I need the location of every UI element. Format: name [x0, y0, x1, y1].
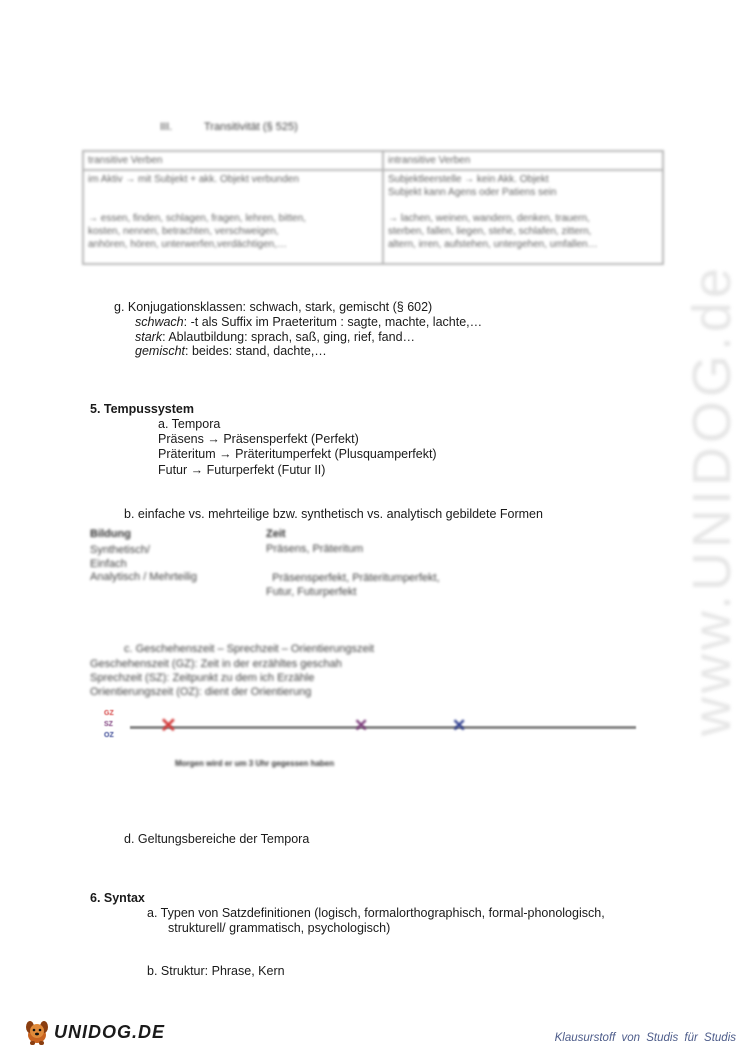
satzdefinitionen-cont: strukturell/ grammatisch, psychologisch) [168, 921, 391, 935]
zeit-analytisch: Präsensperfekt, Präteritumperfekt, Futur, Futurperfekt [266, 572, 440, 598]
tempus-base: Präsens [158, 432, 204, 446]
geltung-label: d. Geltungsbereiche der Tempora [124, 832, 310, 846]
gz-cross-icon: ✕ [160, 715, 177, 737]
sz-definition: Sprechzeit (SZ): Zeitpunkt zu dem ich Erzähle [90, 672, 315, 684]
zeit-header: Zeit [266, 528, 286, 540]
konjugation-heading: g. Konjugationsklassen: schwach, stark, gemischt (§ 602) [114, 300, 433, 314]
legend-gz: GZ [104, 710, 114, 717]
section-title: Transitivität (§ 525) [204, 121, 298, 133]
intransitive-examples: → lachen, weinen, wandern, denken, trauern, sterben, fallen, liegen, stehe, schlafen, zittern, altern, irren, aufstehen, untergehen, umfallen… [388, 213, 598, 250]
arrow-right-icon: → [219, 447, 232, 461]
unidog-logo [22, 1018, 165, 1046]
arrow-right-icon: → [207, 432, 220, 446]
struktur-label: b. Struktur: Phrase, Kern [147, 964, 285, 978]
term-stark: stark [135, 330, 163, 344]
table-header-transitive: transitive Verben [83, 151, 383, 170]
logo-text: UNIDOG.DE [54, 1021, 166, 1042]
tempus-pair-praesens [158, 431, 359, 447]
footer-slogan: Klausurstoff von Studis für Studis [554, 1032, 736, 1044]
tempus-base: Präteritum [158, 447, 216, 461]
table-header-intransitive: intransitive Verben [383, 151, 663, 170]
syntax-heading: 6. Syntax [90, 891, 145, 905]
konjugation-line-schwach [135, 314, 482, 330]
zeiten-label: c. Geschehenszeit – Sprechzeit – Orientierungszeit [124, 643, 375, 655]
tempus-perfect: Präsensperfekt (Perfekt) [223, 432, 359, 446]
intransitive-cell [383, 170, 663, 264]
tempus-pair-futur [158, 462, 325, 478]
oz-definition: Orientierungszeit (OZ): dient der Orientierung [90, 686, 312, 698]
section-number: III. [160, 121, 173, 133]
bildung-header: Bildung [90, 528, 131, 540]
konjugation-text: : Ablautbildung: sprach, saß, ging, rief, fand… [162, 330, 416, 344]
satzdefinitionen-label: a. Typen von Satzdefinitionen (logisch, formalorthographisch, formal-phonologisch, [147, 906, 605, 920]
transitive-cell [83, 170, 383, 264]
timeline-axis [130, 726, 636, 729]
transitivity-table [82, 150, 664, 265]
transitive-examples: → essen, finden, schlagen, fragen, lehren, bitten, kosten, nennen, betrachten, verschweigen, anhören, hören, unterwerfen,verdächtigen,… [88, 213, 306, 250]
bildung-analytisch: Analytisch / Mehrteilig [90, 571, 197, 583]
formen-label: b. einfache vs. mehrteilige bzw. synthetisch vs. analytisch gebildete Formen [124, 507, 543, 521]
zeit-synthetisch: Präsens, Präteritum [266, 543, 364, 555]
konjugation-text: : beides: stand, dachte,… [185, 344, 327, 358]
tempus-perfect: Präteritumperfekt (Plusquamperfekt) [235, 447, 437, 461]
intransitive-definition: Subjektleerstelle → kein Akk. Objekt Subjekt kann Agens oder Patiens sein [388, 174, 557, 198]
tempus-heading: 5. Tempussystem [90, 402, 194, 416]
legend-sz: SZ [104, 721, 113, 728]
dog-icon [22, 1018, 52, 1046]
term-gemischt: gemischt [135, 344, 186, 358]
legend-oz: OZ [104, 732, 114, 739]
konjugation-text: : -t als Suffix im Praeteritum : sagte, machte, lachte,… [183, 315, 483, 329]
bildung-synthetisch: Synthetisch/ Einfach [90, 544, 150, 570]
oz-cross-icon: ✕ [452, 716, 467, 735]
tempus-perfect: Futurperfekt (Futur II) [206, 463, 326, 477]
timeline-example: Morgen wird er um 3 Uhr gegessen haben [175, 759, 335, 768]
tempus-base: Futur [158, 463, 188, 477]
konjugation-line-gemischt [135, 343, 327, 359]
tempus-pair-praeteritum [158, 446, 437, 462]
watermark: www.UNIDOG.de [682, 263, 742, 737]
transitive-definition: im Aktiv → mit Subjekt + akk. Objekt verbunden [88, 174, 299, 185]
tempora-label: a. Tempora [158, 417, 221, 431]
sz-cross-icon: ✕ [354, 716, 369, 735]
term-schwach: schwach [135, 315, 184, 329]
gz-definition: Geschehenszeit (GZ): Zeit in der erzähltes geschah [90, 658, 342, 670]
arrow-right-icon: → [190, 463, 204, 477]
